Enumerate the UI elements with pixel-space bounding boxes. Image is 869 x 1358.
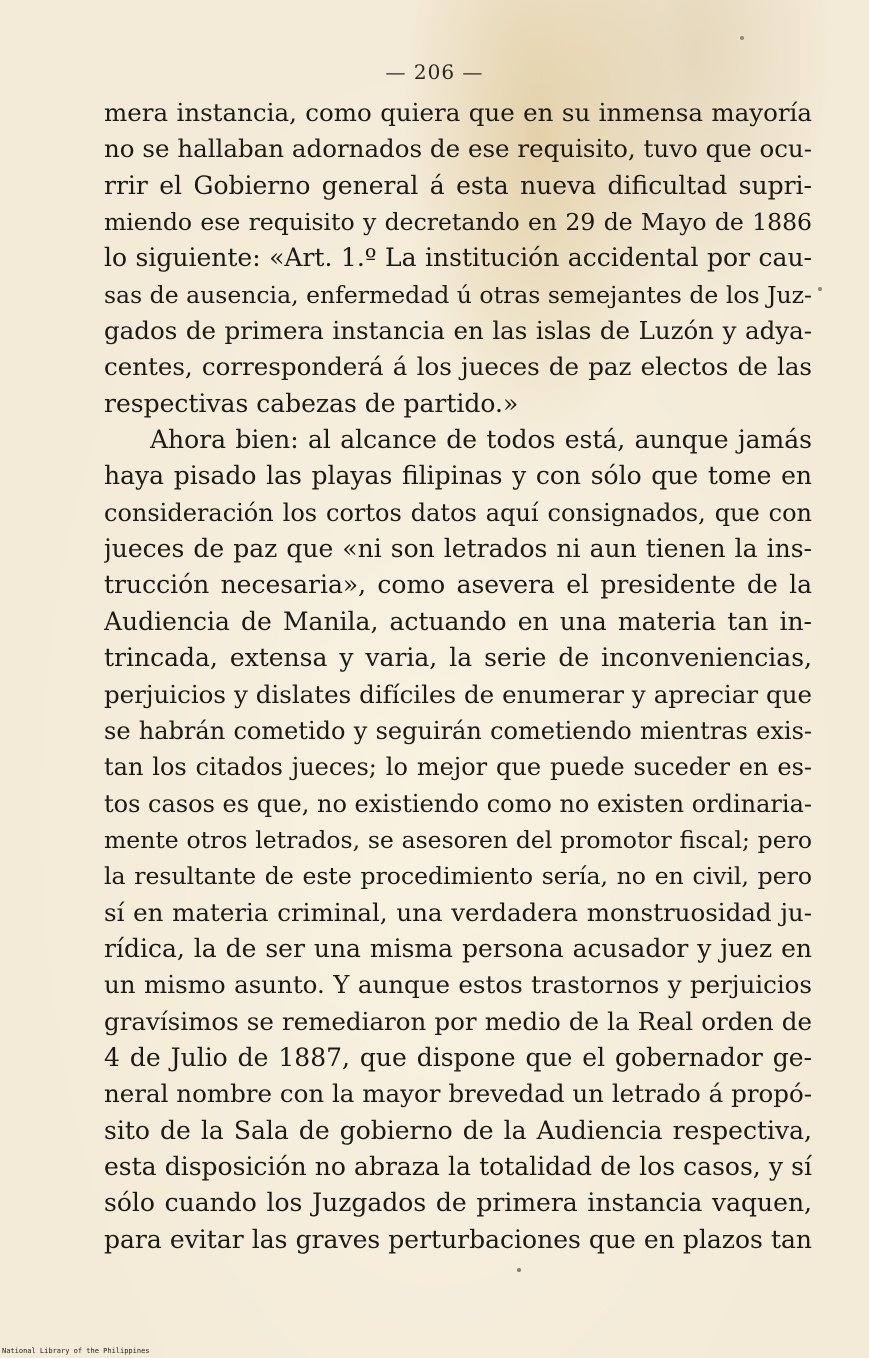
body-text — [104, 95, 812, 1258]
text-line: lo siguiente: «Art. 1.º La institución accidental por cau- — [104, 243, 812, 273]
page-number: — 206 — — [385, 60, 484, 84]
text-line: mera instancia, como quiera que en su inmensa mayoría — [104, 98, 812, 127]
text-line: rrir el Gobierno general á esta nueva dificultad supri- — [104, 170, 812, 200]
text-line: jueces de paz que «ni son letrados ni aun tienen la ins- — [104, 534, 812, 564]
text-line: un mismo asunto. Y aunque estos trastornos y perjuicios — [104, 970, 812, 1000]
text-line: 4 de Julio de 1887, que dispone que el gobernador ge- — [104, 1042, 812, 1072]
paragraph-end-line: respectivas cabezas de partido.» — [104, 388, 519, 418]
text-line: haya pisado las playas filipinas y con sólo que tome en — [104, 461, 812, 491]
text-line: no se hallaban adornados de ese requisito, tuvo que ocu- — [104, 134, 812, 164]
text-line: tos casos es que, no existiendo como no existen ordinaria- — [104, 789, 812, 818]
text-line: tan los citados jueces; lo mejor que puede suceder en es- — [104, 753, 812, 782]
text-line: sólo cuando los Juzgados de primera instancia vaquen, — [104, 1188, 812, 1218]
paragraph-start-line: Ahora bien: al alcance de todos está, aunque jamás — [150, 425, 812, 455]
text-line: sito de la Sala de gobierno de la Audiencia respectiva, — [104, 1115, 812, 1145]
text-line: gados de primera instancia en las islas de Luzón y adya- — [104, 316, 812, 346]
text-line: perjuicios y dislates difíciles de enumerar y apreciar que — [104, 679, 812, 709]
text-line: sas de ausencia, enfermedad ú otras semejantes de los Juz- — [104, 280, 812, 309]
footer-credit: National Library of the Philippines — [2, 1347, 150, 1355]
text-line: trincada, extensa y varia, la serie de inconveniencias, — [104, 643, 812, 673]
text-line: para evitar las graves perturbaciones que en plazos tan — [104, 1224, 812, 1254]
text-line: miendo ese requisito y decretando en 29 de Mayo de 1886 — [104, 208, 812, 237]
text-line: gravísimos se remediaron por medio de la Real orden de — [104, 1006, 812, 1036]
text-line: centes, corresponderá á los jueces de paz electos de las — [104, 352, 812, 382]
paper-speck — [517, 1268, 521, 1272]
text-line: Audiencia de Manila, actuando en una materia tan in- — [104, 606, 812, 636]
paper-speck — [818, 287, 822, 291]
text-line: neral nombre con la mayor brevedad un letrado á propó- — [104, 1079, 812, 1109]
paper-speck — [740, 36, 744, 40]
text-line: se habrán cometido y seguirán cometiendo mientras exis- — [104, 716, 812, 745]
text-line: rídica, la de ser una misma persona acusador y juez en — [104, 933, 812, 963]
text-line: trucción necesaria», como asevera el presidente de la — [104, 570, 812, 600]
text-line: la resultante de este procedimiento sería, no en civil, pero — [104, 862, 812, 891]
text-line: sí en materia criminal, una verdadera monstruosidad ju- — [104, 897, 812, 927]
text-line: mente otros letrados, se asesoren del promotor fiscal; pero — [104, 825, 812, 854]
text-line: consideración los cortos datos aquí consignados, que con — [104, 498, 812, 527]
text-line: esta disposición no abraza la totalidad de los casos, y sí — [104, 1151, 812, 1181]
